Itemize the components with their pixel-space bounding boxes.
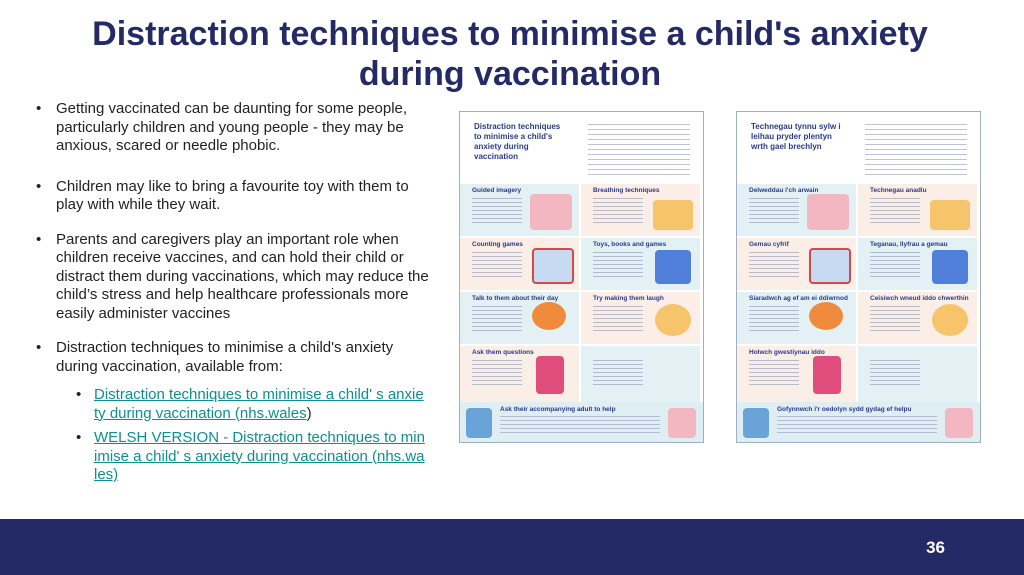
poster-welsh (736, 111, 981, 443)
laugh-bubble-icon (655, 304, 691, 336)
cell-heading: Try making them laugh (593, 295, 664, 302)
poster-cell (858, 184, 977, 236)
family-icon (668, 408, 696, 438)
poster-cell (737, 238, 856, 290)
link-tail: nhs.wales) (94, 447, 425, 483)
poster-title: Technegau tynnu sylw i leihau pryder plentyn wrth gael brechlyn (751, 122, 841, 151)
poster-intro-text (588, 124, 690, 176)
cell-heading: Ceisiwch wneud iddo chwerthin (870, 295, 969, 302)
poster-header (460, 112, 703, 184)
poster-title: Distraction techniques to minimise a child's anxiety during vaccination (474, 122, 561, 161)
link-list (56, 386, 434, 485)
family-icon (743, 408, 769, 438)
cell-heading (858, 346, 977, 349)
cell-heading: Holwch gwestiynau iddo (749, 349, 825, 356)
link-suffix: ) (306, 404, 312, 422)
question-mark-icon (536, 356, 564, 394)
cell-heading: Talk to them about their day (472, 295, 559, 302)
puzzle-icon (932, 250, 968, 284)
link-tail: nhs.wales (239, 404, 307, 422)
poster-bottom-panel (460, 402, 703, 442)
bullet-item: • Children may like to bring a favourite toy with them to play with while they wait. (34, 178, 434, 215)
bottom-heading: Gofynnwch i'r oedolyn sydd gydag ef helpu (777, 406, 912, 413)
poster-cell (460, 184, 579, 236)
family-icon (466, 408, 492, 438)
poster-cell (858, 292, 977, 344)
footer-bar (0, 519, 1024, 575)
link-text: WELSH VERSION - Distraction techniques to minimise a child' s anxiety during vaccination ( (94, 429, 425, 465)
poster-cell (737, 346, 856, 402)
cell-heading: Ask them questions (472, 349, 534, 356)
poster-cell (460, 238, 579, 290)
slide-title: Distraction techniques to minimise a child's anxiety during vaccination (92, 15, 928, 93)
bottom-heading: Ask their accompanying adult to help (500, 406, 616, 413)
cell-heading: Toys, books and games (593, 241, 667, 248)
cell-heading: Delweddau i'ch arwain (749, 187, 819, 194)
page-number: 36 (926, 538, 945, 557)
illustration-icon (930, 200, 970, 230)
bullet-item: • Parents and caregivers play an important role when children receive vaccines, and can hold their child or distract them during vaccinations, which may reduce the child’s stress and help healthcare professionals more easily administer vaccines (34, 231, 434, 324)
poster-cell (581, 292, 700, 344)
poster-cell (737, 292, 856, 344)
poster-bottom-panel (737, 402, 980, 442)
abacus-icon (532, 248, 574, 284)
family-icon (945, 408, 973, 438)
poster-intro-text (865, 124, 967, 176)
poster-cell (460, 292, 579, 344)
link-item (56, 429, 426, 485)
poster-cell (581, 238, 700, 290)
speech-bubble-icon (809, 302, 843, 330)
cell-heading: Siaradwch ag ef am ei ddiwrnod (749, 295, 848, 302)
bullet-text: Distraction techniques to minimise a child's anxiety during vaccination, available from: (56, 339, 394, 375)
cell-heading: Technegau anadlu (870, 187, 927, 194)
english-resource-link[interactable] (94, 386, 424, 422)
cell-heading: Gemau cyfrif (749, 241, 789, 248)
bullet-item-sources (34, 339, 434, 485)
speech-bubble-icon (532, 302, 566, 330)
link-text: Distraction techniques to minimise a child' s anxiety during vaccination ( (94, 386, 424, 422)
poster-header (737, 112, 980, 184)
welsh-resource-link[interactable] (94, 429, 425, 483)
puzzle-icon (655, 250, 691, 284)
poster-grid (737, 184, 980, 402)
cell-heading: Guided imagery (472, 187, 522, 194)
illustration-icon (653, 200, 693, 230)
cell-heading: Teganau, llyfrau a gemau (870, 241, 948, 248)
illustration-icon (530, 194, 572, 230)
poster-grid (460, 184, 703, 402)
poster-cell (581, 184, 700, 236)
bullet-item: • Getting vaccinated can be daunting for some people, particularly children and young people - they may be anxious, scared or needle phobic. (34, 100, 434, 156)
poster-cell (460, 346, 579, 402)
poster-cell (858, 238, 977, 290)
poster-cell (737, 184, 856, 236)
cell-heading (581, 346, 700, 349)
illustration-icon (807, 194, 849, 230)
abacus-icon (809, 248, 851, 284)
poster-english (459, 111, 704, 443)
poster-cell (581, 346, 700, 402)
cell-heading: Breathing techniques (593, 187, 660, 194)
bullet-list (34, 100, 434, 501)
poster-cell (858, 346, 977, 402)
cell-heading: Counting games (472, 241, 523, 248)
laugh-bubble-icon (932, 304, 968, 336)
link-item (56, 386, 426, 423)
question-mark-icon (813, 356, 841, 394)
